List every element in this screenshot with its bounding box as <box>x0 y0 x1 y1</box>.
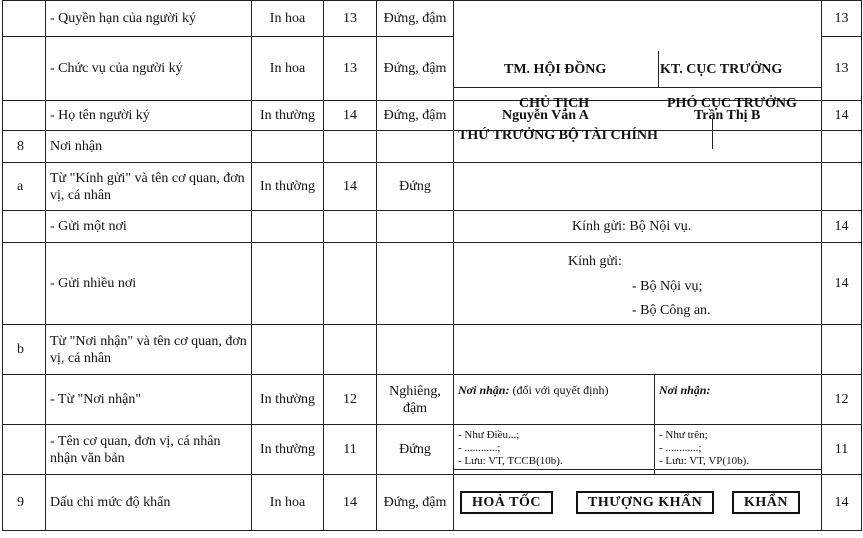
urgency-example <box>454 475 822 531</box>
right-recipient-list <box>659 429 749 468</box>
table-row <box>3 475 862 531</box>
signer-right: Trần Thị B <box>694 108 761 123</box>
row-element: Từ "Kính gửi" và tên cơ quan, đơn vị, cá nhân <box>46 163 252 211</box>
table-row <box>3 425 862 475</box>
row-element: - Gửi nhiều nơi <box>46 243 252 325</box>
table-row <box>3 101 862 131</box>
left-recipient-list <box>458 429 563 468</box>
list-item: - Lưu: VT, TCCB(10b). <box>458 455 563 467</box>
signer-example <box>454 101 822 131</box>
single-recipient: Kính gửi: Bộ Nội vụ. <box>572 219 692 234</box>
row-font-size: 14 <box>324 163 377 211</box>
row-element: - Gửi một nơi <box>46 211 252 243</box>
row-element: - Quyền hạn của người ký <box>46 1 252 37</box>
row-font-style: Nghiêng, đậm <box>377 375 454 425</box>
row-font-case <box>252 211 324 243</box>
row-font-case <box>252 243 324 325</box>
row-font-style: Đứng <box>377 163 454 211</box>
row-font-case: In hoa <box>252 475 324 531</box>
table-row <box>3 163 862 211</box>
row-font-size <box>324 243 377 325</box>
list-item: - ............; <box>659 442 702 454</box>
example-empty <box>454 163 822 211</box>
row-number <box>3 1 46 37</box>
authority-left: TM. HỘI ĐỒNG <box>504 61 607 77</box>
row-example-size <box>822 325 862 375</box>
row-font-case: In thường <box>252 425 324 475</box>
multi-recipient-example <box>454 243 822 325</box>
single-recipient-example <box>454 211 822 243</box>
row-example-size <box>822 131 862 163</box>
row-font-size <box>324 131 377 163</box>
row-font-case: In thường <box>252 375 324 425</box>
list-item: - Như Điều...; <box>458 429 520 441</box>
list-item: - ............; <box>458 442 501 454</box>
row-number <box>3 37 46 101</box>
row-number <box>3 425 46 475</box>
row-number <box>3 211 46 243</box>
list-item: - Như trên; <box>659 429 708 441</box>
row-number <box>3 243 46 325</box>
row-font-style: Đứng <box>377 425 454 475</box>
position-left: CHỦ TỊCH <box>519 95 590 111</box>
row-font-size: 11 <box>324 425 377 475</box>
row-font-case <box>252 325 324 375</box>
list-item: - Lưu: VT, VP(10b). <box>659 455 749 467</box>
urgency-stamp-khan: KHẨN <box>732 491 800 514</box>
format-table <box>2 0 862 531</box>
row-font-style <box>377 131 454 163</box>
table-row <box>3 375 862 425</box>
multi-header: Kính gửi: <box>568 254 622 269</box>
urgency-stamp-hoa-toc: HOẢ TỐC <box>460 491 553 514</box>
row-number: b <box>3 325 46 375</box>
row-element: Nơi nhận <box>46 131 252 163</box>
noi-nhan-left-label: Nơi nhận: <box>458 383 510 397</box>
row-font-style: Đứng, đậm <box>377 475 454 531</box>
row-number <box>3 375 46 425</box>
table-row <box>3 1 862 37</box>
noi-nhan-left-note: (đối với quyết định) <box>512 383 609 397</box>
row-example-size: 14 <box>822 475 862 531</box>
row-example-size <box>822 163 862 211</box>
row-example-size: 14 <box>822 243 862 325</box>
row-font-size <box>324 211 377 243</box>
row-element: - Họ tên người ký <box>46 101 252 131</box>
example-empty <box>454 325 822 375</box>
position-right: PHÓ CỤC TRƯỞNG <box>667 95 797 111</box>
row-font-style: Đứng, đậm <box>377 1 454 37</box>
row-font-case: In hoa <box>252 37 324 101</box>
recipient-list-example <box>454 425 822 475</box>
row-example-size: 13 <box>822 1 862 37</box>
row-font-size: 13 <box>324 37 377 101</box>
noi-nhan-right-label: Nơi nhận: <box>659 383 711 397</box>
row-element: Dấu chỉ mức độ khẩn <box>46 475 252 531</box>
row-element: - Chức vụ của người ký <box>46 37 252 101</box>
table-row <box>3 243 862 325</box>
row-number: 8 <box>3 131 46 163</box>
row-example-size: 14 <box>822 211 862 243</box>
row-element: Từ "Nơi nhận" và tên cơ quan, đơn vị, cá nhân <box>46 325 252 375</box>
row-font-case: In thường <box>252 101 324 131</box>
noi-nhan-left <box>458 382 608 399</box>
noi-nhan-example <box>454 375 822 425</box>
row-example-size: 11 <box>822 425 862 475</box>
table-row <box>3 211 862 243</box>
row-number: 9 <box>3 475 46 531</box>
row-font-case <box>252 131 324 163</box>
row-number <box>3 101 46 131</box>
row-example-size: 13 <box>822 37 862 101</box>
row-font-style: Đứng, đậm <box>377 101 454 131</box>
row-font-size: 14 <box>324 475 377 531</box>
row-font-case: In hoa <box>252 1 324 37</box>
row-font-case: In thường <box>252 163 324 211</box>
row-font-size: 14 <box>324 101 377 131</box>
signer-left: Nguyễn Văn A <box>502 108 589 123</box>
row-font-style <box>377 211 454 243</box>
table-row <box>3 325 862 375</box>
row-font-style: Đứng, đậm <box>377 37 454 101</box>
row-example-size: 12 <box>822 375 862 425</box>
example-empty <box>454 131 822 163</box>
multi-item-2: - Bộ Công an. <box>632 303 711 318</box>
row-font-size: 13 <box>324 1 377 37</box>
multi-item-1: - Bộ Nội vụ; <box>632 279 703 294</box>
table-row <box>3 131 862 163</box>
urgency-stamp-thuong-khan: THƯỢNG KHẨN <box>576 491 714 514</box>
authority-right: KT. CỤC TRƯỞNG <box>660 61 783 77</box>
row-font-style <box>377 243 454 325</box>
row-font-size: 12 <box>324 375 377 425</box>
row-element: - Từ "Nơi nhận" <box>46 375 252 425</box>
position-extra: THỨ TRƯỞNG BỘ TÀI CHÍNH <box>458 127 658 143</box>
row-element: - Tên cơ quan, đơn vị, cá nhân nhận văn bản <box>46 425 252 475</box>
row-example-size: 14 <box>822 101 862 131</box>
row-font-style <box>377 325 454 375</box>
row-font-size <box>324 325 377 375</box>
row-number: a <box>3 163 46 211</box>
